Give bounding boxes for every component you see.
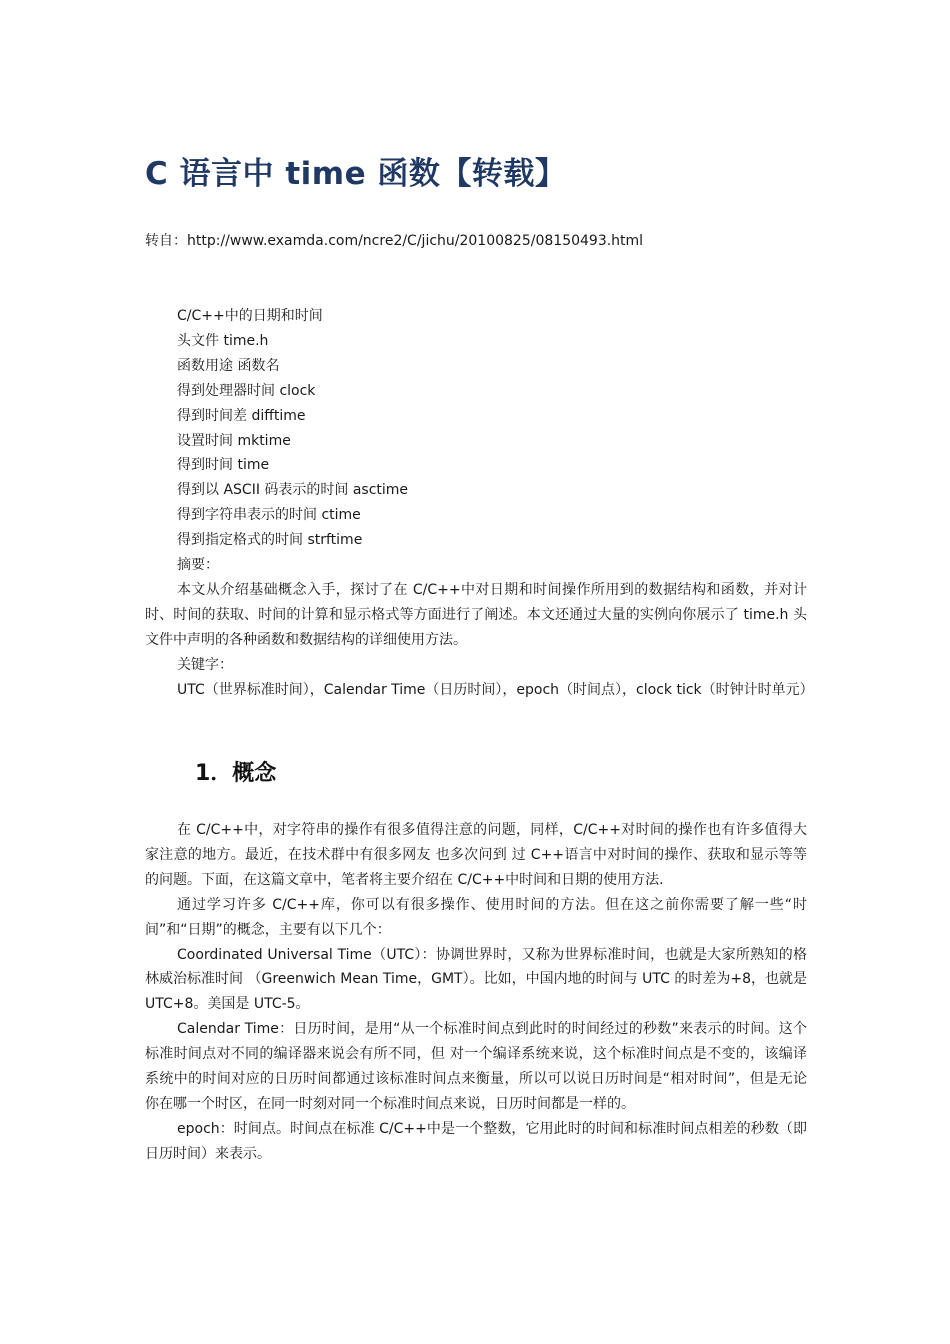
intro-block xyxy=(145,304,814,703)
section-body xyxy=(145,818,807,1167)
intro-line: 得到时间 time xyxy=(177,457,270,474)
intro-line: 函数用途 函数名 xyxy=(177,357,280,374)
abstract-paragraph: 本文从介绍基础概念入手，探讨了在 C/C++中对日期和时间操作所用到的数据结构和函数，并对计时、时间的获取、时间的计算和显示格式等方面进行了阐述。本文还通过大量的实例向你展示了 time.h 头文件中声明的各种函数和数据结构的详细使用方法。 xyxy=(145,581,807,648)
section-paragraph: 通过学习许多 C/C++库，你可以有很多操作、使用时间的方法。但在这之前你需要了解一些“时间”和“日期”的概念，主要有以下几个： xyxy=(145,896,807,938)
section-paragraph: epoch：时间点。时间点在标准 C/C++中是一个整数，它用此时的时间和标准时间点相差的秒数（即日历时间）来表示。 xyxy=(145,1120,807,1162)
section-paragraph: Coordinated Universal Time（UTC）：协调世界时，又称为世界标准时间，也就是大家所熟知的格林威治标准时间 （Greenwich Mean Time，GMT）。比如，中国内地的时间与 UTC 的时差为+8，也就是 UTC+8。美国是 UTC-5。 xyxy=(145,946,807,1013)
intro-line: C/C++中的日期和时间 xyxy=(177,308,323,324)
document-title: C 语言中 time 函数【转载】 xyxy=(145,156,567,192)
intro-line: 得到指定格式的时间 strftime xyxy=(177,532,363,549)
section-paragraph: 在 C/C++中，对字符串的操作有很多值得注意的问题，同样，C/C++对时间的操作也有许多值得大家注意的地方。最近，在技术群中有很多网友 也多次问到 过 C++语言中对时间的操作、获取和显示等等的问题。下面，在这篇文章中，笔者将主要介绍在 C/C++中时间和日期的使用方法. xyxy=(145,822,807,888)
intro-line: 得到字符串表示的时间 ctime xyxy=(177,507,361,524)
intro-line: 得到以 ASCII 码表示的时间 asctime xyxy=(177,482,409,499)
abstract-label: 摘要： xyxy=(177,557,219,574)
keywords-paragraph: UTC（世界标准时间），Calendar Time（日历时间），epoch（时间点），clock tick（时钟计时单元） xyxy=(177,681,814,698)
intro-line: 设置时间 mktime xyxy=(177,432,291,449)
section-paragraph: Calendar Time：日历时间，是用“从一个标准时间点到此时的时间经过的秒数”来表示的时间。这个标准时间点对不同的编译器来说会有所不同，但 对一个编译系统来说，这个标准时间点是不变的，该编译系统中的时间对应的日历时间都通过该标准时间点来衡量，所以可以说日历时间是“相对时间”，但是无论 你在哪一个时区，在同一时刻对同一个标准时间点来说，日历时间都是一样的。 xyxy=(145,1021,807,1112)
section-heading: 1．概念 xyxy=(195,761,277,786)
source-line: 转自：http://www.examda.com/ncre2/C/jichu/20100825/08150493.html xyxy=(145,233,644,249)
intro-line: 得到时间差 difftime xyxy=(177,407,306,424)
keywords-label: 关键字： xyxy=(177,656,233,673)
intro-line: 头文件 time.h xyxy=(177,332,269,349)
intro-line: 得到处理器时间 clock xyxy=(177,382,316,399)
